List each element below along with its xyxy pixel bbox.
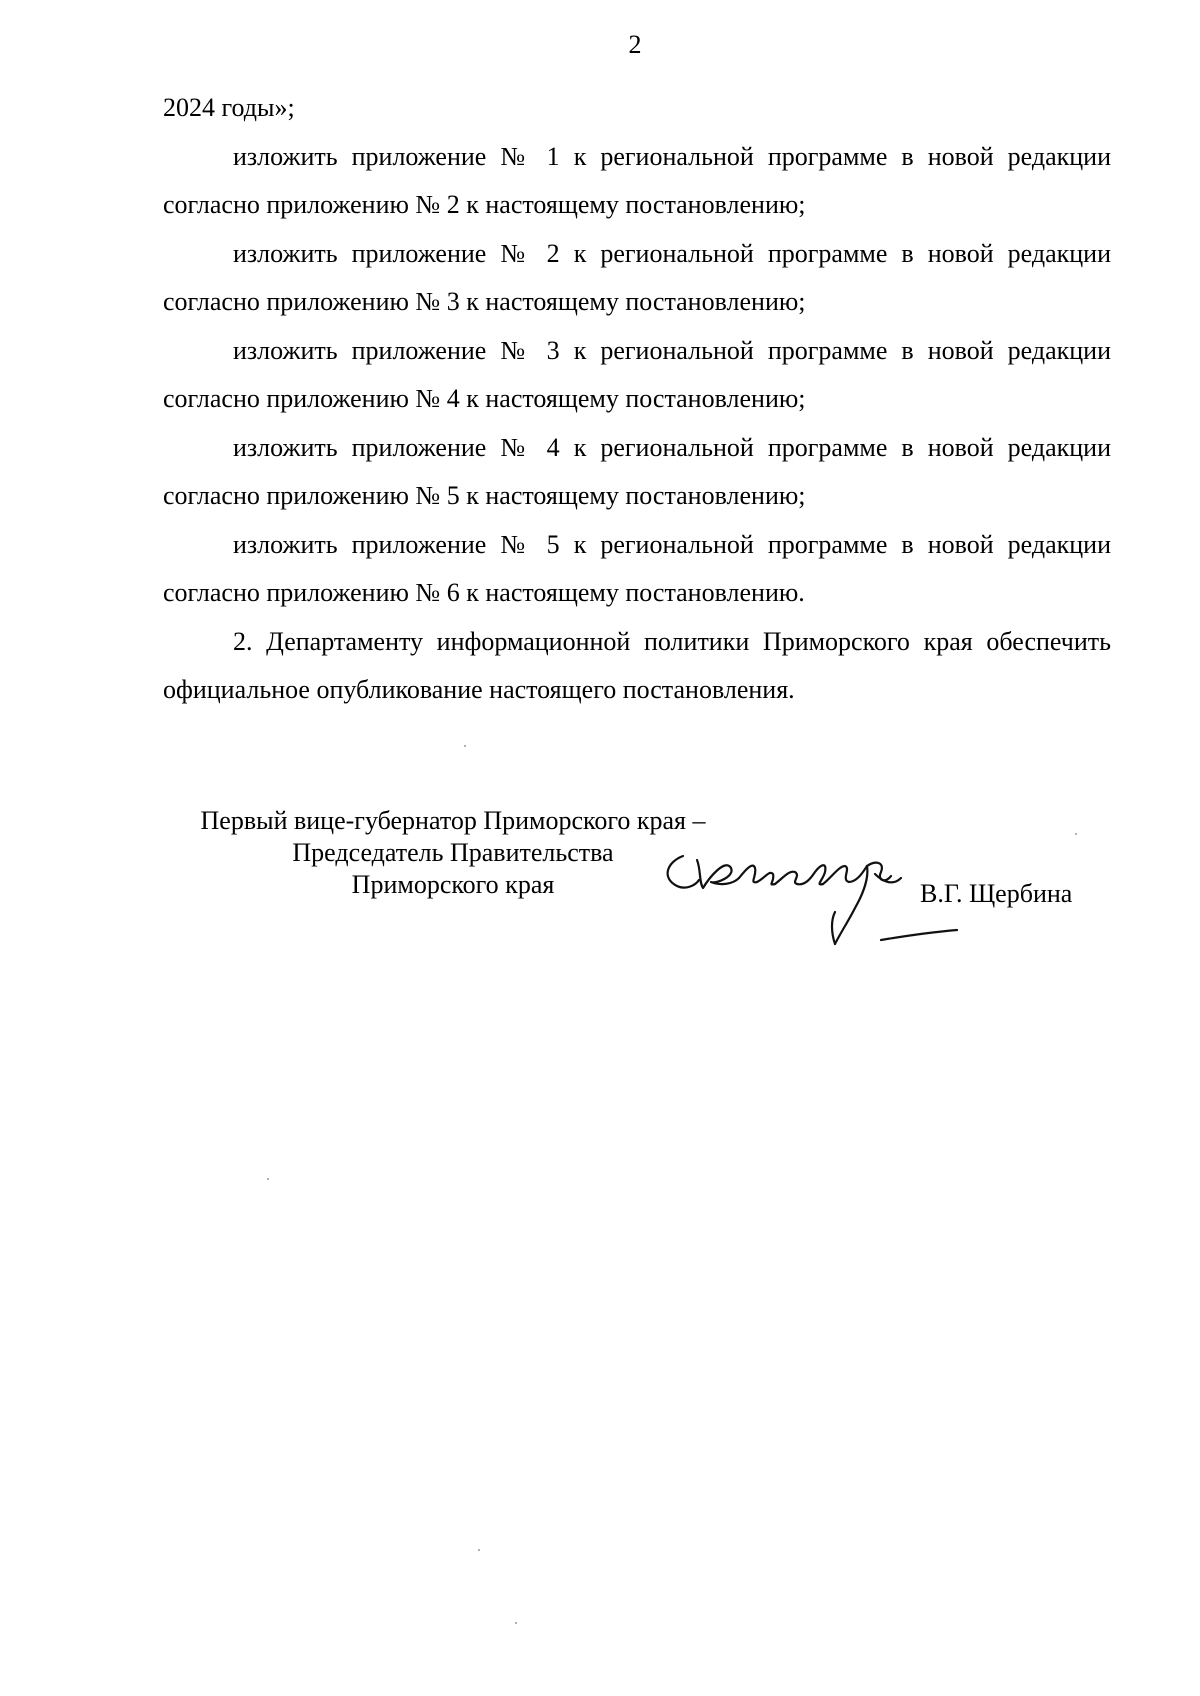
position-line-3: Приморского края (351, 870, 555, 899)
paragraph-continuation: 2024 годы»; (163, 93, 295, 122)
page-number: 2 (628, 30, 642, 59)
paragraph-appendix-3: изложить приложение № 3 к региональной программе в новой редакции согласно приложению № 4 к настоящему постановлению; (163, 335, 1111, 413)
scan-artifact (478, 1549, 480, 1551)
paragraph-appendix-5: изложить приложение № 5 к региональной программе в новой редакции согласно приложению № 6 к настоящему постановлению. (163, 529, 1111, 607)
paragraph-appendix-4: изложить приложение № 4 к региональной программе в новой редакции согласно приложению № 5 к настоящему постановлению; (163, 432, 1111, 510)
scan-artifact (1075, 833, 1077, 835)
document-body (163, 84, 1111, 715)
position-line-2: Председатель Правительства (292, 838, 614, 867)
signer-name: В.Г. Щербина (920, 879, 1073, 908)
scan-artifact (464, 745, 466, 747)
paragraph-appendix-2: изложить приложение № 2 к региональной программе в новой редакции согласно приложению № 3 к настоящему постановлению; (163, 238, 1111, 316)
paragraph-clause-2: 2. Департаменту информационной политики Приморского края обеспечить официальное опубликование настоящего постановления. (163, 626, 1111, 704)
paragraph-appendix-1: изложить приложение № 1 к региональной программе в новой редакции согласно приложению № 2 к настоящему постановлению; (163, 141, 1111, 219)
signatory-position (168, 805, 738, 901)
position-line-1: Первый вице-губернатор Приморского края – (200, 806, 706, 835)
scan-artifact (515, 1622, 517, 1624)
scan-artifact (267, 1178, 269, 1180)
